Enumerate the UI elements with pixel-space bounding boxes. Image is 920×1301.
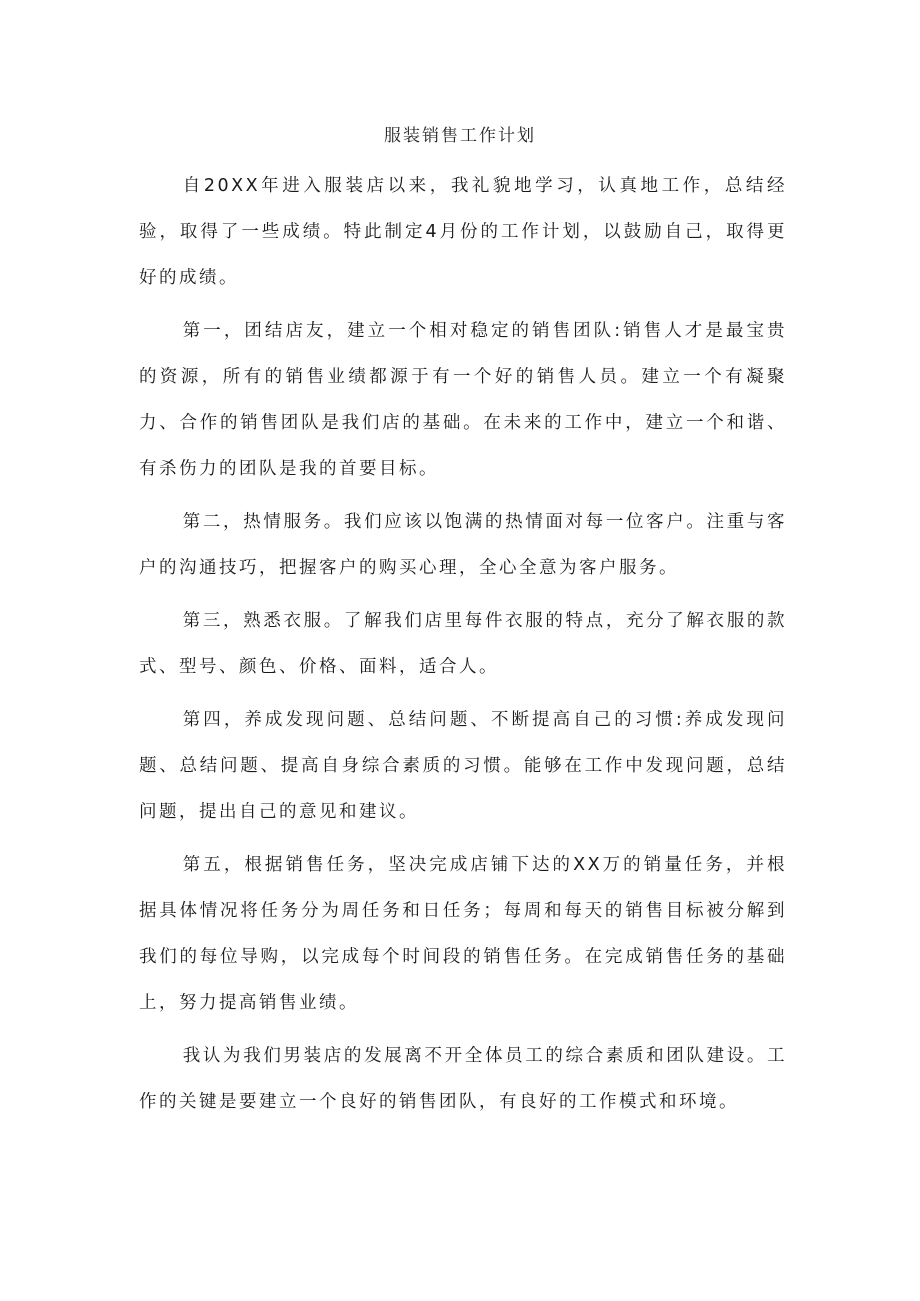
- paragraph-conclusion: 我认为我们男装店的发展离不开全体员工的综合素质和团队建设。工作的关键是要建立一个良好的销售团队，有良好的工作模式和环境。: [139, 1046, 787, 1112]
- paragraph-first: 第一，团结店友，建立一个相对稳定的销售团队:销售人才是最宝贵的资源，所有的销售业绩都源于有一个好的销售人员。建立一个有凝聚力、合作的销售团队是我们店的基础。在未来的工作中，建立一个和谐、有杀伤力的团队是我的首要目标。: [139, 321, 787, 479]
- document-body: [139, 163, 787, 1125]
- paragraph-fifth: 第五，根据销售任务，坚决完成店铺下达的XX万的销量任务，并根据具体情况将任务分为周任务和日任务；每周和每天的销售目标被分解到我们的每位导购，以完成每个时间段的销售任务。在完成销售任务的基础上，努力提高销售业绩。: [139, 855, 787, 1013]
- document-title: 服装销售工作计划: [384, 126, 536, 146]
- paragraph-second: 第二，热情服务。我们应该以饱满的热情面对每一位客户。注重与客户的沟通技巧，把握客户的购买心理，全心全意为客户服务。: [139, 512, 787, 578]
- paragraph-fourth: 第四，养成发现问题、总结问题、不断提高自己的习惯:养成发现问题、总结问题、提高自身综合素质的习惯。能够在工作中发现问题，总结问题，提出自己的意见和建议。: [139, 710, 787, 822]
- paragraph-intro: 自20XX年进入服装店以来，我礼貌地学习，认真地工作，总结经验，取得了一些成绩。特此制定4月份的工作计划，以鼓励自己，取得更好的成绩。: [139, 176, 787, 288]
- paragraph-third: 第三，熟悉衣服。了解我们店里每件衣服的特点，充分了解衣服的款式、型号、颜色、价格、面料，适合人。: [139, 611, 787, 677]
